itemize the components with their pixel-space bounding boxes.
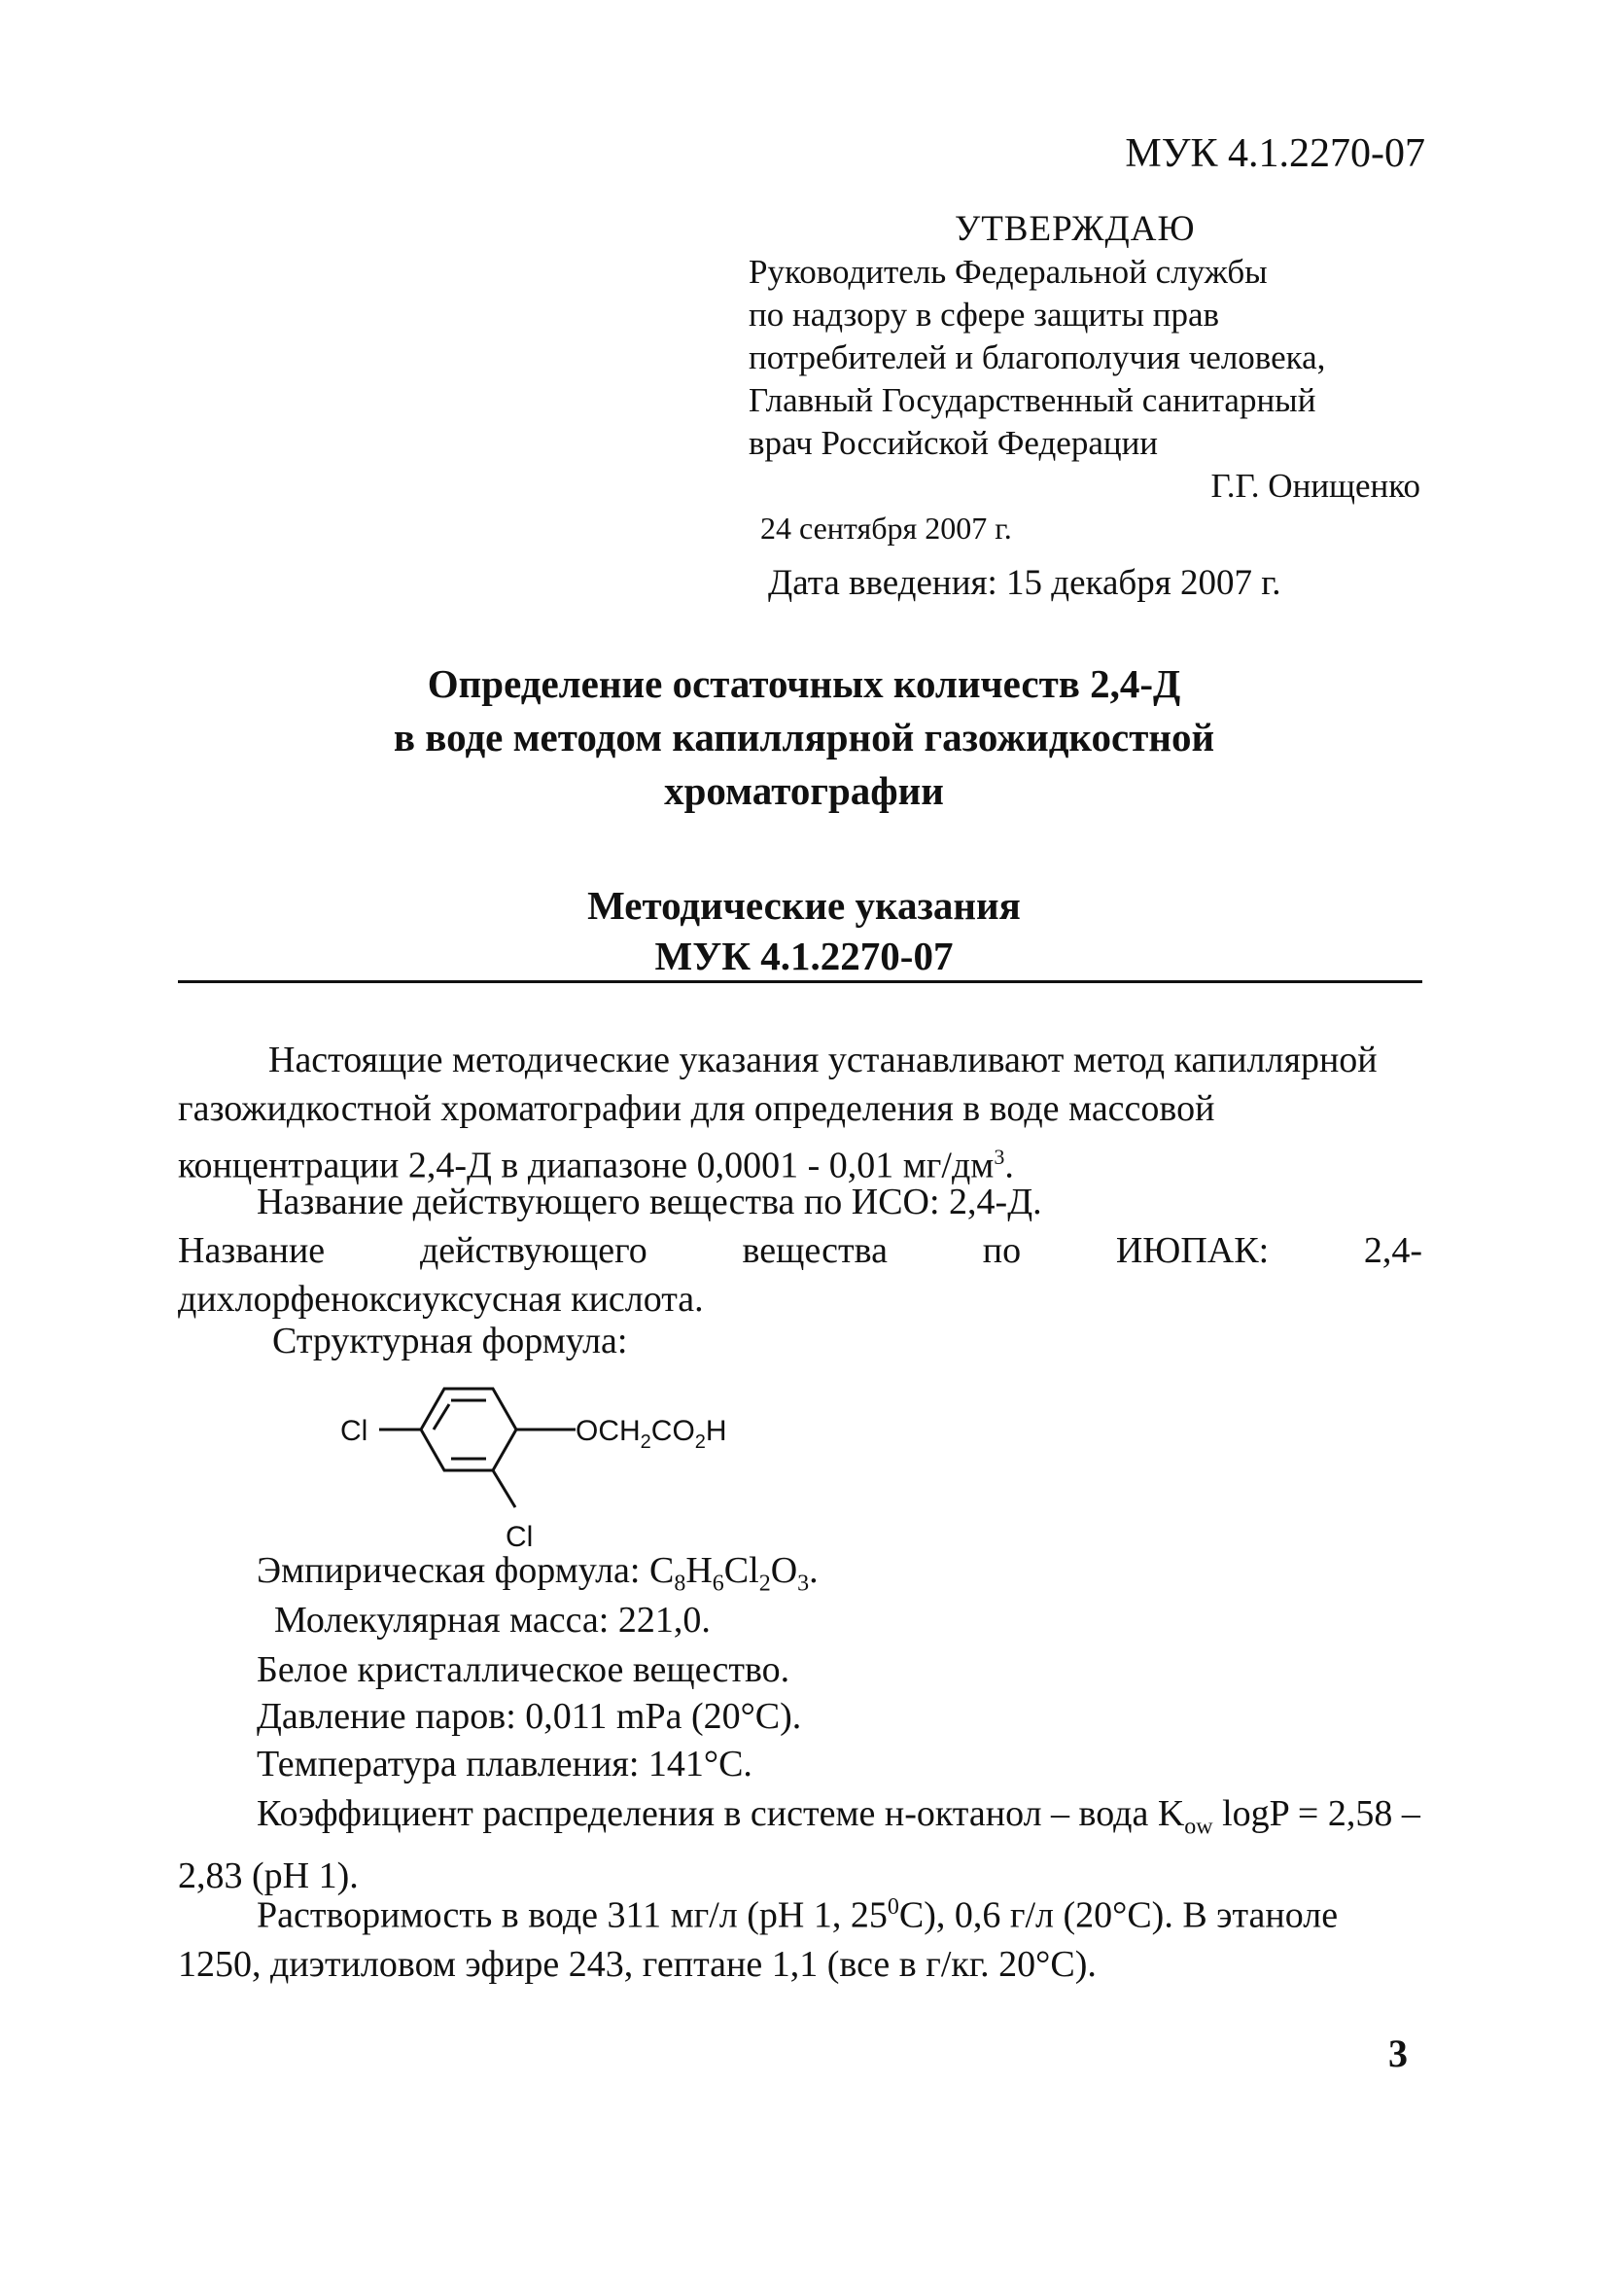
intro-text: Настоящие методические указания устанавливают метод капиллярной газожидкостной хроматографии для определения в воде массовой концентрации 2,4-Д в диапазоне 0,0001 - 0,01 мг/дм bbox=[178, 1040, 1378, 1186]
element-symbol: C bbox=[648, 1550, 675, 1591]
title-divider bbox=[178, 980, 1422, 983]
melting-point: Температура плавления: 141°C. bbox=[257, 1744, 752, 1784]
page-number: 3 bbox=[1388, 2031, 1408, 2075]
introduction-date: Дата введения: 15 декабря 2007 г. bbox=[768, 563, 1281, 603]
iupac-word: действующего bbox=[419, 1230, 647, 1271]
approval-date: 24 сентября 2007 г. bbox=[760, 511, 1012, 546]
iupac-word: вещества bbox=[742, 1230, 888, 1271]
iupac-word: 2,4- bbox=[1363, 1230, 1423, 1271]
ring-inner-bond bbox=[434, 1404, 449, 1430]
intro-end: . bbox=[1004, 1145, 1014, 1186]
subtitle-code: МУК 4.1.2270-07 bbox=[654, 934, 954, 978]
solubility bbox=[178, 1883, 1422, 1989]
element-count: 2 bbox=[758, 1571, 771, 1597]
kow-value: logP = 2,58 – 2,83 (pH 1). bbox=[178, 1793, 1420, 1896]
element-symbol: O bbox=[770, 1550, 798, 1591]
element-count: 6 bbox=[712, 1571, 724, 1597]
kow-subscript: ow bbox=[1184, 1814, 1213, 1840]
vapor-pressure: Давление паров: 0,011 mPa (20°C). bbox=[257, 1696, 802, 1737]
molar-mass: Молекулярная масса: 221,0. bbox=[274, 1600, 711, 1641]
subtitle-kind: Методические указания bbox=[587, 883, 1021, 928]
element-count: 3 bbox=[797, 1571, 810, 1597]
formula-end: . bbox=[809, 1550, 819, 1591]
title-line: хроматографии bbox=[664, 768, 944, 813]
appearance: Белое кристаллическое вещество. bbox=[257, 1649, 790, 1690]
iupac-word: Название bbox=[178, 1230, 326, 1271]
iupac-name-continued: дихлорфеноксиуксусная кислота. bbox=[178, 1279, 704, 1320]
solubility-text: Растворимость в воде 311 мг/л (pH 1, 25 bbox=[257, 1894, 888, 1936]
approval-line: потребителей и благополучия человека, bbox=[749, 338, 1326, 376]
approval-line: по надзору в сфере защиты прав bbox=[749, 296, 1220, 334]
approval-block bbox=[749, 208, 1429, 508]
document-subtitle bbox=[0, 880, 1608, 981]
structural-formula-diagram bbox=[321, 1361, 807, 1566]
iupac-name-line bbox=[178, 1229, 1422, 1272]
approval-line: Руководитель Федеральной службы bbox=[749, 253, 1268, 291]
iupac-word: по bbox=[982, 1230, 1022, 1271]
iupac-word: ИЮПАК: bbox=[1115, 1230, 1270, 1271]
oxyacetic-group: $OCH_2CO_2H$ bbox=[576, 1415, 727, 1453]
iso-name-line: Название действующего вещества по ИСО: 2,4-Д. bbox=[257, 1182, 1042, 1222]
structural-formula-label: Структурная формула: bbox=[272, 1321, 628, 1361]
empirical-label: Эмпирическая формула: bbox=[257, 1550, 649, 1591]
intro-superscript: 3 bbox=[994, 1145, 1005, 1169]
document-code: МУК 4.1.2270-07 bbox=[1125, 131, 1425, 176]
document-title bbox=[0, 657, 1608, 818]
element-count: 8 bbox=[674, 1571, 686, 1597]
signatory-name: Г.Г. Онищенко bbox=[1210, 467, 1420, 505]
approval-heading: УТВЕРЖДАЮ bbox=[955, 209, 1196, 249]
approval-line: врач Российской Федерации bbox=[749, 424, 1159, 462]
degree-superscript: 0 bbox=[887, 1894, 899, 1920]
kow-text: Коэффициент распределения в системе н-октанол – вода K bbox=[257, 1793, 1185, 1834]
bottom-chlorine: Cl bbox=[506, 1521, 534, 1553]
element-symbol: Cl bbox=[723, 1550, 759, 1591]
element-symbol: H bbox=[685, 1550, 713, 1591]
title-line: в воде методом капиллярной газожидкостной bbox=[393, 715, 1215, 759]
bond-bottom bbox=[493, 1470, 515, 1507]
empirical-formula bbox=[257, 1549, 819, 1598]
solubility-text: С), 0,6 г/л (20°C). В этаноле 1250, диэтиловом эфире 243, гептане 1,1 (все в г/кг. 20°C). bbox=[178, 1894, 1339, 1985]
intro-paragraph bbox=[178, 1036, 1422, 1190]
left-chlorine: Cl bbox=[340, 1415, 368, 1447]
approval-line: Главный Государственный санитарный bbox=[749, 381, 1316, 419]
title-line: Определение остаточных количеств 2,4-Д bbox=[427, 661, 1181, 706]
